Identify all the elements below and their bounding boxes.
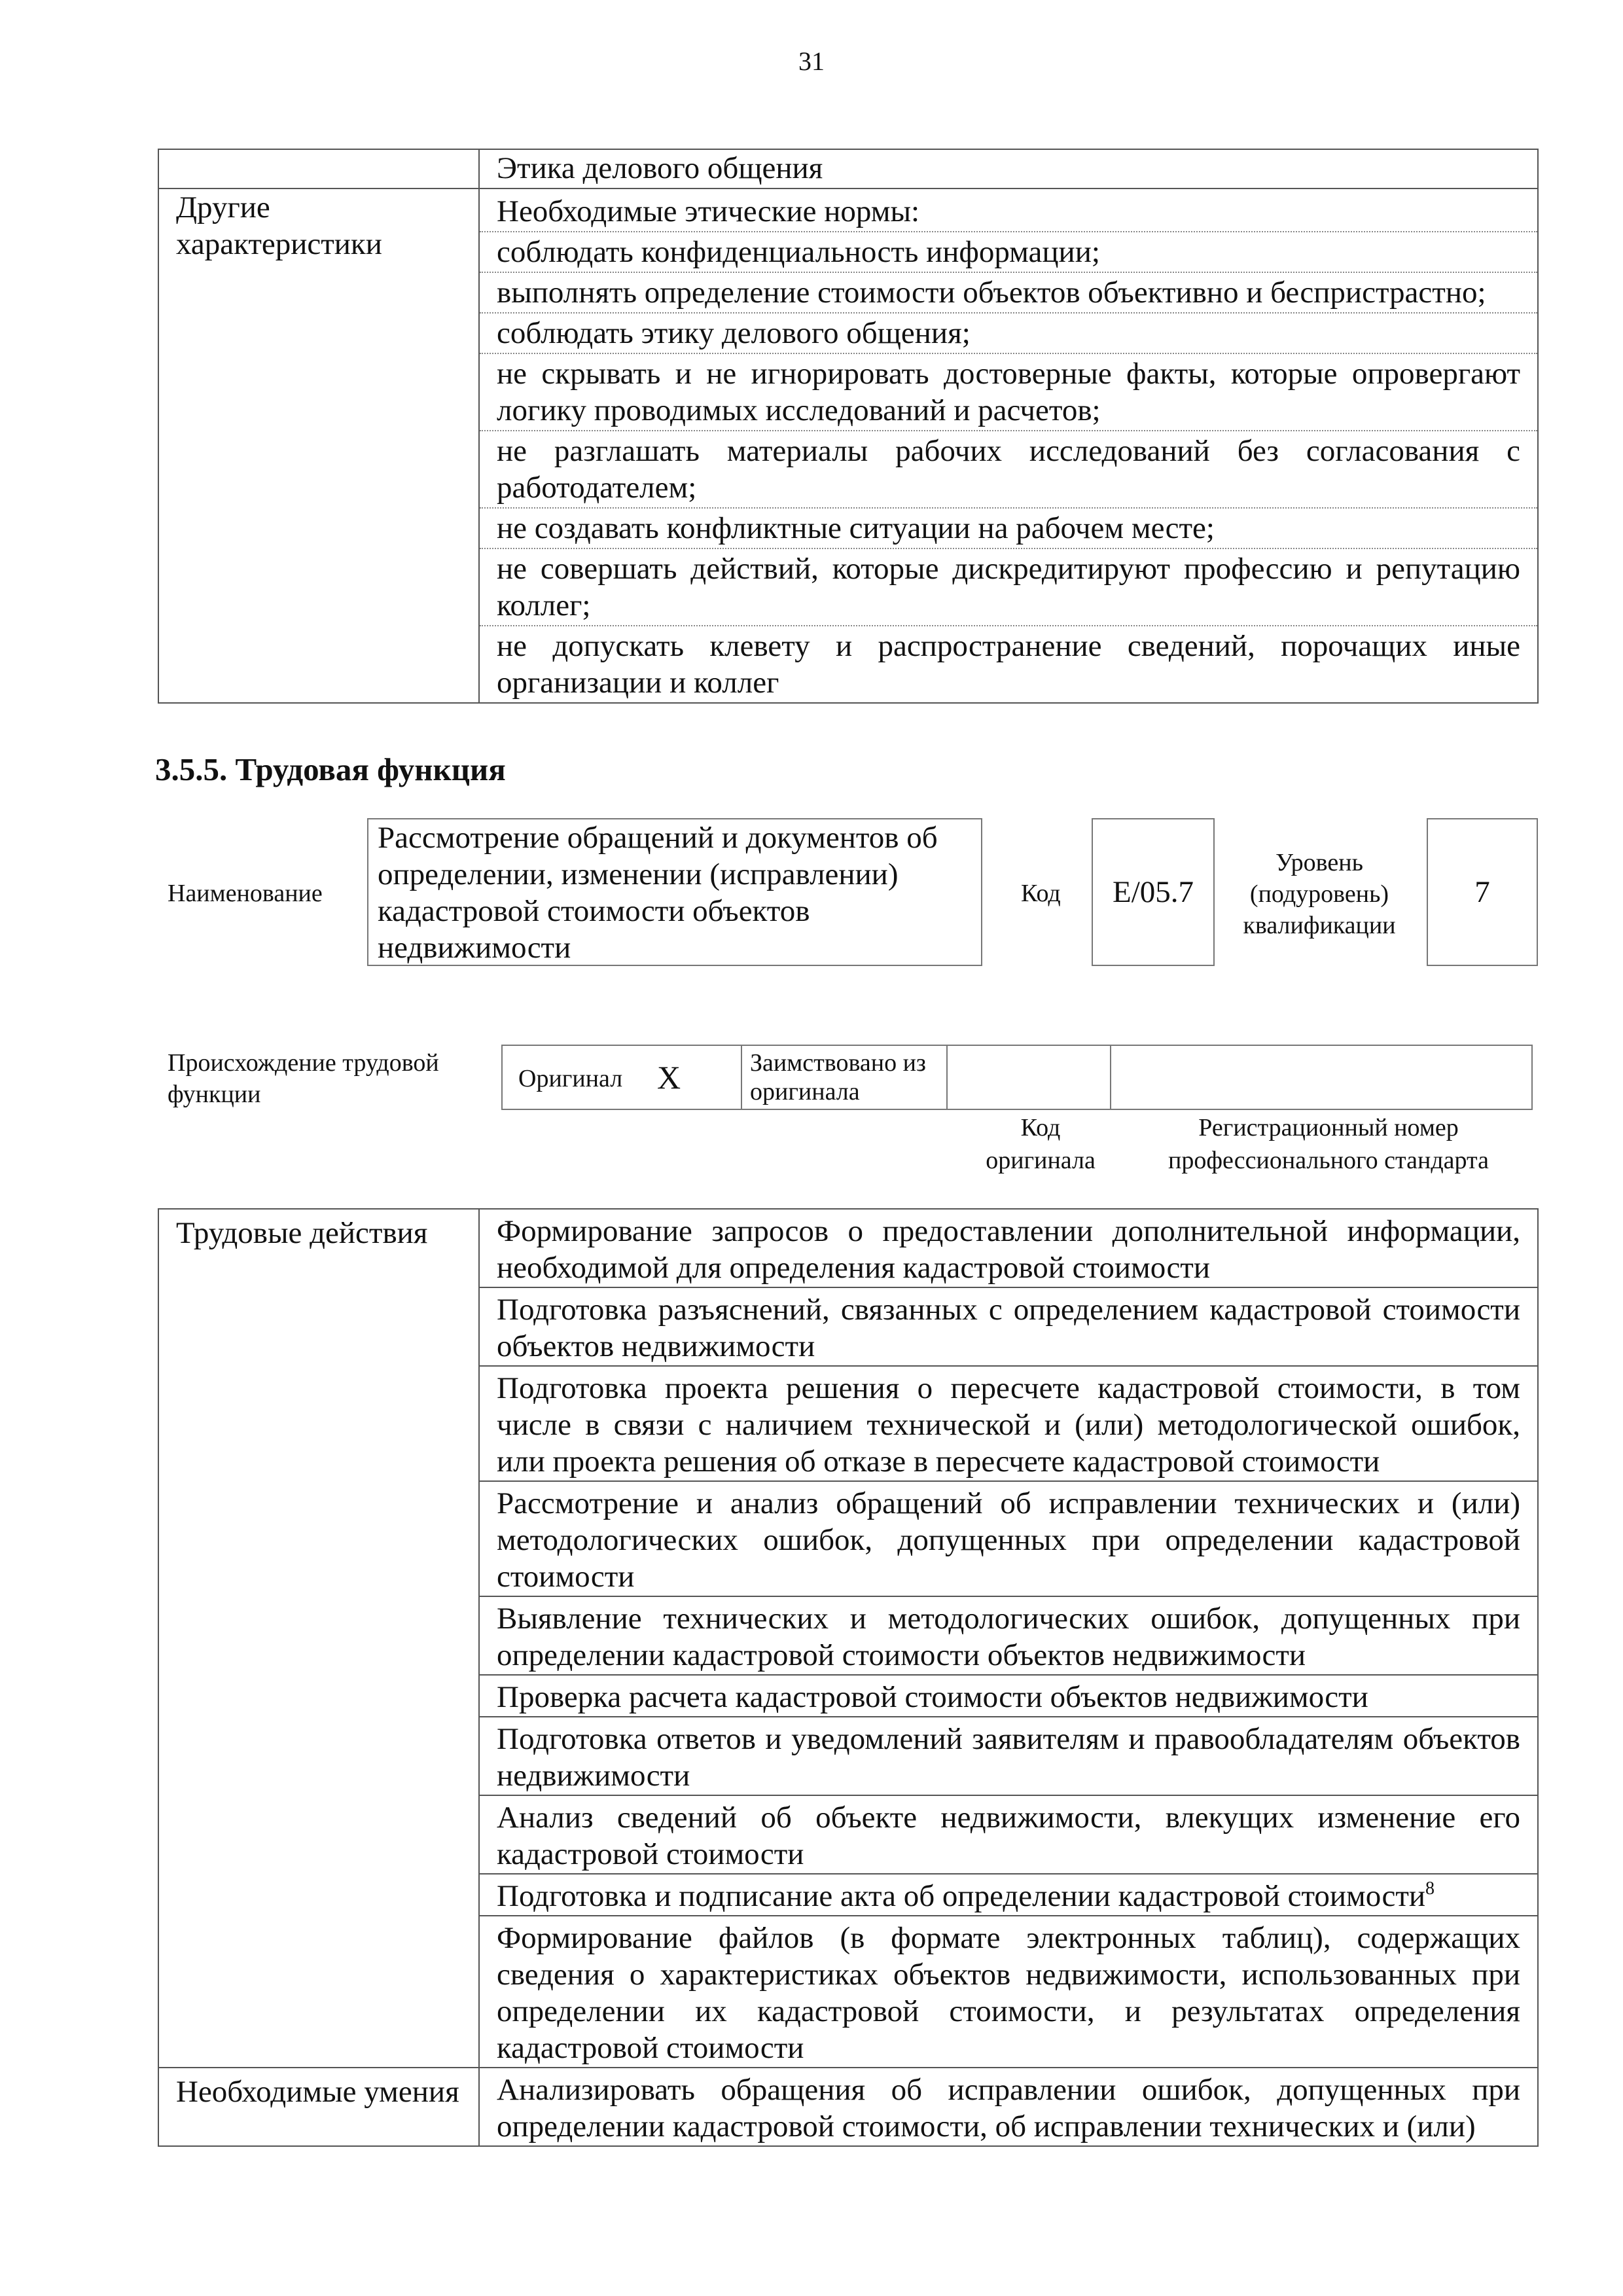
function-name-label: Наименование [168,880,323,907]
list-item-text: Подготовка и подписание акта об определении кадастровой стоимости [497,1879,1426,1913]
labor-actions-list [479,1209,1538,2068]
origin-code-caption: Код оригинала [986,1114,1096,1174]
list-item: Подготовка разъяснений, связанных с определением кадастровой стоимости объектов недвижимости [480,1287,1537,1365]
function-name-box: Рассмотрение обращений и документов об определении, изменении (исправлении) кадастровой стоимости объектов недвижимости [367,818,982,966]
qualification-level-label: Уровень (подуровень) квалификации [1243,849,1396,939]
origin-box [501,1045,1533,1110]
section-title: 3.5.5. Трудовая функция [155,751,506,787]
registration-number-caption: Регистрационный номер профессионального стандарта [1168,1114,1489,1174]
business-ethics-cell: Этика делового общения [479,149,1538,188]
list-item: Формирование запросов о предоставлении дополнительной информации, необходимой для определения кадастровой стоимости [497,1214,1520,1285]
list-item [480,1873,1537,1915]
labor-actions-table [158,1208,1539,2147]
list-item: соблюдать этику делового общения; [480,312,1537,353]
origin-code-cell [948,1046,1111,1109]
list-item: соблюдать конфиденциальность информации; [480,231,1537,272]
function-code-box: E/05.7 [1092,818,1215,966]
list-item: Рассмотрение и анализ обращений об исправлении технических и (или) методологических ошибок, допущенных при определении кадастровой стоимости [480,1480,1537,1596]
page-number: 31 [798,46,825,76]
list-item: Выявление технических и методологических ошибок, допущенных при определении кадастровой стоимости объектов недвижимости [480,1596,1537,1674]
list-item: не допускать клевету и распространение сведений, порочащих иные организации и коллег [480,625,1537,702]
origin-borrowed-label: Заимствовано из оригинала [750,1049,926,1105]
ethical-norms-list [479,188,1538,703]
required-skills-label: Необходимые умения [158,2068,479,2146]
list-item: Анализ сведений об объекте недвижимости, влекущих изменение его кадастровой стоимости [480,1795,1537,1873]
list-item: не скрывать и не игнорировать достоверные факты, которые опровергают логику проводимых исследований и расчетов; [480,353,1537,430]
list-item: не создавать конфликтные ситуации на рабочем месте; [480,507,1537,548]
empty-cell [158,149,479,188]
list-item: Необходимые этические нормы: [497,194,920,228]
list-item: не разглашать материалы рабочих исследований без согласования с работодателем; [480,430,1537,507]
other-characteristics-table [158,149,1539,704]
qualification-level-box: 7 [1427,818,1538,966]
list-item: Подготовка ответов и уведомлений заявителям и правообладателям объектов недвижимости [480,1716,1537,1795]
required-skills-list [479,2068,1538,2146]
footnote-mark: 8 [1425,1878,1435,1899]
labor-actions-label: Трудовые действия [158,1209,479,2068]
origin-original-label: Оригинал [518,1065,623,1092]
list-item: Анализировать обращения об исправлении ошибок, допущенных при определении кадастровой стоимости, об исправлении технических и (или) [497,2073,1520,2144]
list-item: выполнять определение стоимости объектов объективно и беспристрастно; [480,272,1537,312]
list-item: Проверка расчета кадастровой стоимости объектов недвижимости [480,1674,1537,1716]
origin-original-mark: X [657,1059,681,1096]
origin-label: Происхождение трудовой функции [168,1049,439,1108]
list-item: Формирование файлов (в формате электронных таблиц), содержащих сведения о характеристиках объектов недвижимости, использованных при определении их кадастровой стоимости, и результатах определения кадастровой стоимости [480,1915,1537,2067]
function-code-label: Код [1021,880,1061,907]
list-item: не совершать действий, которые дискредитируют профессию и репутацию коллег; [480,548,1537,625]
other-characteristics-label: Другие характеристики [158,188,479,703]
list-item: Подготовка проекта решения о пересчете кадастровой стоимости, в том числе в связи с наличием технической и (или) методологической ошибок, или проекта решения об отказе в пересчете кадастровой стоимости [480,1365,1537,1480]
